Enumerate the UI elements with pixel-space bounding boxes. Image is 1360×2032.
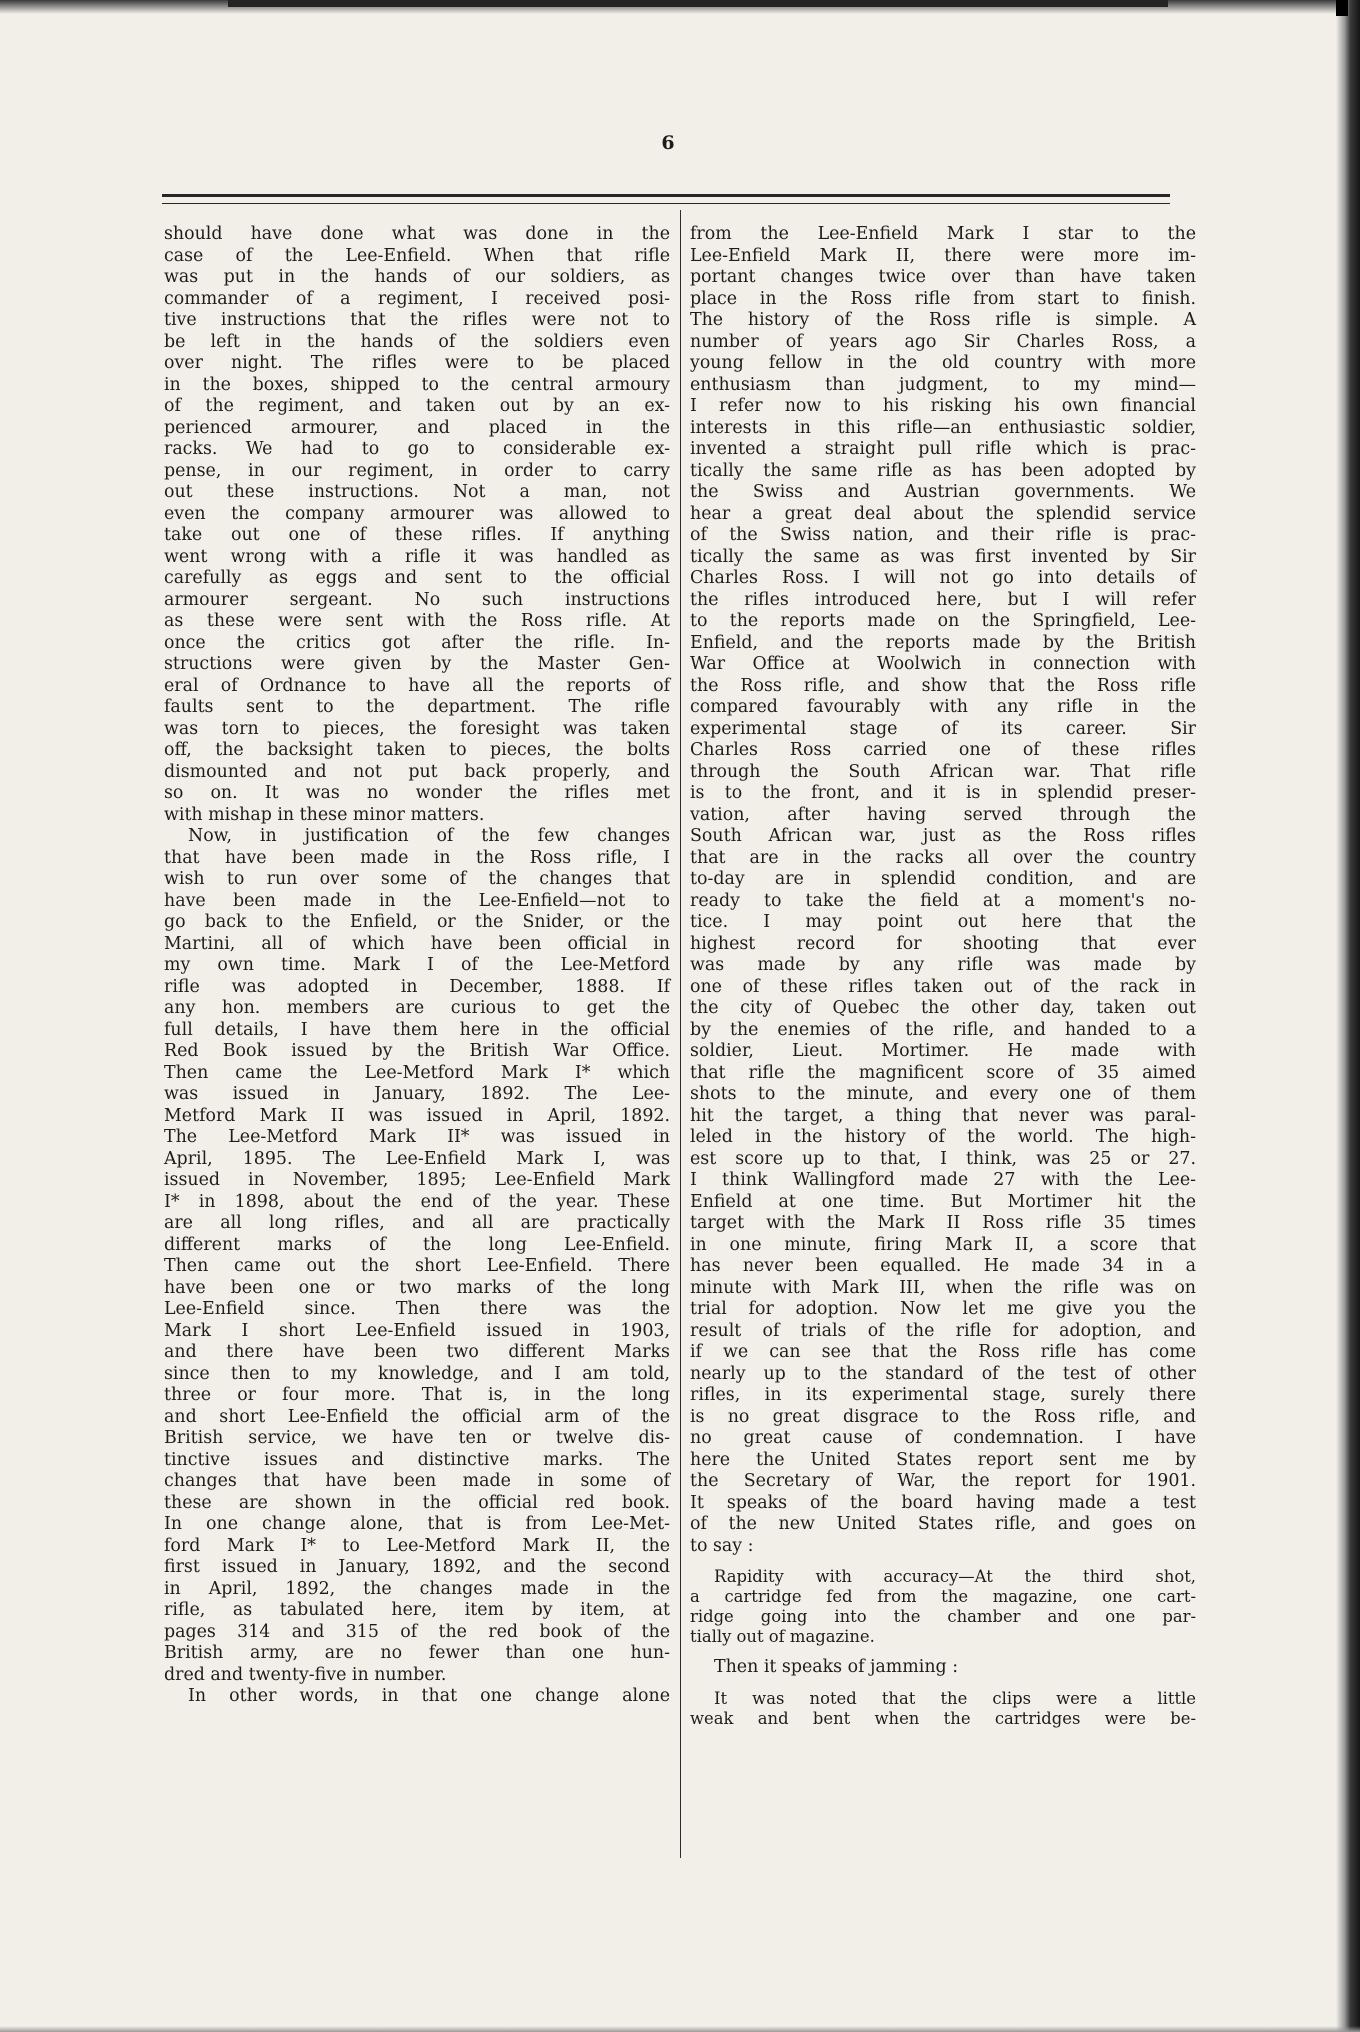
text-line: Then it speaks of jamming : <box>714 1657 959 1677</box>
text-line: as these were sent with the Ross rifle. At <box>164 611 670 631</box>
text-line: are all long rifles, and all are practically <box>164 1213 670 1233</box>
text-line: leled in the history of the world. The high- <box>690 1127 1196 1147</box>
text-line: that rifle the magnificent score of 35 aimed <box>690 1062 1196 1083</box>
text-line: In one change alone, that is from Lee-Met- <box>164 1514 670 1534</box>
text-line: Mark I short Lee-Enfield issued in 1903, <box>164 1320 670 1341</box>
text-line: three or four more. That is, in the long <box>164 1385 670 1405</box>
text-line: off, the backsight taken to pieces, the bolts <box>164 740 670 760</box>
text-line: perienced armourer, and placed in the <box>164 417 670 438</box>
text-line: Red Book issued by the British War Office. <box>164 1041 670 1061</box>
text-line: War Office at Woolwich in connection with <box>690 654 1196 674</box>
text-line: should have done what was done in the <box>164 224 670 244</box>
text-line: tically the same as was first invented by Sir <box>690 546 1196 567</box>
text-line: is to the front, and it is in splendid preser- <box>690 783 1196 803</box>
text-line: if we can see that the Ross rifle has come <box>690 1342 1196 1362</box>
text-line: soldier, Lieut. Mortimer. He made with <box>690 1041 1196 1061</box>
text-line: Lee-Enfield Mark II, there were more im- <box>690 245 1196 266</box>
text-line: first issued in January, 1892, and the second <box>164 1557 670 1577</box>
text-line: rifle was adopted in December, 1888. If <box>164 976 670 997</box>
text-line: of the Swiss nation, and their rifle is prac- <box>690 525 1196 545</box>
text-line: highest record for shooting that ever <box>690 933 1196 954</box>
text-line: shots to the minute, and every one of them <box>690 1084 1196 1104</box>
text-line: take out one of these rifles. If anything <box>164 525 670 545</box>
page-number: 6 <box>661 132 675 154</box>
text-line: armourer sergeant. No such instructions <box>164 589 670 610</box>
text-line: is no great disgrace to the Ross rifle, and <box>690 1406 1196 1427</box>
text-line: one of these rifles taken out of the rack in <box>690 976 1196 997</box>
text-line: different marks of the long Lee-Enfield. <box>164 1234 670 1255</box>
text-line: British service, we have ten or twelve dis- <box>164 1428 670 1448</box>
text-line: tive instructions that the rifles were not to <box>164 310 670 330</box>
paragraph-gap <box>690 1647 1196 1657</box>
text-line: dismounted and not put back properly, and <box>164 761 670 782</box>
text-line: was issued in January, 1892. The Lee- <box>164 1084 670 1104</box>
text-line: Metford Mark II was issued in April, 1892. <box>164 1105 670 1126</box>
text-line: tinctive issues and distinctive marks. The <box>164 1449 670 1470</box>
text-line: dred and twenty-five in number. <box>164 1664 447 1685</box>
text-line: Charles Ross carried one of these rifles <box>690 740 1196 760</box>
text-line: that are in the racks all over the country <box>690 847 1196 868</box>
text-line: in one minute, firing Mark II, a score that <box>690 1234 1196 1255</box>
text-line: in the boxes, shipped to the central armoury <box>164 374 670 395</box>
text-line: tially out of magazine. <box>690 1627 875 1646</box>
text-line: went wrong with a rifle it was handled as <box>164 546 670 567</box>
text-line: have been one or two marks of the long <box>164 1277 670 1298</box>
text-line: rifle, as tabulated here, item by item, at <box>164 1600 670 1620</box>
text-line: have been made in the Lee-Enfield—not to <box>164 890 670 911</box>
text-line: tically the same rifle as has been adopted by <box>690 460 1196 481</box>
text-line: South African war, just as the Ross rifles <box>690 826 1196 846</box>
text-line: of the regiment, and taken out by an ex- <box>164 396 670 416</box>
scan-corner-mark <box>1336 0 1348 16</box>
text-line: It was noted that the clips were a little <box>714 1688 1196 1708</box>
text-line: weak and bent when the cartridges were be- <box>690 1708 1196 1728</box>
scan-right-shadow <box>1336 0 1360 2032</box>
scan-bottom-shadow <box>0 2026 1360 2032</box>
text-line: Rapidity with accuracy—At the third shot, <box>714 1567 1196 1586</box>
text-line: invented a straight pull rifle which is prac- <box>690 439 1196 459</box>
text-line: Then came out the short Lee-Enfield. There <box>164 1256 670 1276</box>
text-line: was torn to pieces, the foresight was taken <box>164 718 670 739</box>
text-line: place in the Ross rifle from start to finish. <box>690 288 1196 309</box>
text-line: was made by any rifle was made by <box>690 955 1196 975</box>
text-line: ready to take the field at a moment's no- <box>690 890 1196 911</box>
text-line: the rifles introduced here, but I will refer <box>690 589 1196 610</box>
text-line: to-day are in splendid condition, and are <box>690 869 1196 889</box>
left-column <box>164 224 670 1708</box>
column-divider <box>680 210 681 1858</box>
text-line: Lee-Enfield since. Then there was the <box>164 1299 670 1319</box>
text-line: ridge going into the chamber and one par- <box>690 1607 1196 1626</box>
text-line: vation, after having served through the <box>690 804 1196 825</box>
text-line: over night. The rifles were to be placed <box>164 353 670 373</box>
text-line: the Secretary of War, the report for 1901. <box>690 1471 1196 1491</box>
text-line: tice. I may point out here that the <box>690 912 1196 932</box>
text-line: compared favourably with any rifle in the <box>690 697 1196 717</box>
text-line: case of the Lee-Enfield. When that rifle <box>164 245 670 266</box>
text-line: eral of Ordnance to have all the reports of <box>164 675 670 696</box>
text-line: go back to the Enfield, or the Snider, or the <box>164 912 670 932</box>
text-line: the Ross rifle, and show that the Ross rifle <box>690 675 1196 696</box>
text-line: these are shown in the official red book. <box>164 1492 670 1513</box>
text-line: and short Lee-Enfield the official arm of the <box>164 1406 670 1427</box>
text-line: result of trials of the rifle for adoption, and <box>690 1320 1196 1341</box>
text-line: has never been equalled. He made 34 in a <box>690 1256 1196 1276</box>
text-line: It speaks of the board having made a test <box>690 1492 1196 1513</box>
text-line: Charles Ross. I will not go into details of <box>690 568 1196 588</box>
text-line: since then to my knowledge, and I am told, <box>164 1363 670 1384</box>
text-line: racks. We had to go to considerable ex- <box>164 439 670 459</box>
text-line: by the enemies of the rifle, and handed to a <box>690 1019 1196 1040</box>
text-line: est score up to that, I think, was 25 or 27. <box>690 1148 1196 1169</box>
text-line: here the United States report sent me by <box>690 1449 1196 1470</box>
header-rule <box>162 194 1170 204</box>
text-line: to the reports made on the Springfield, Lee- <box>690 611 1196 631</box>
text-line: once the critics got after the rifle. In- <box>164 632 670 653</box>
text-line: a cartridge fed from the magazine, one cart- <box>690 1587 1196 1606</box>
text-line: I* in 1898, about the end of the year. These <box>164 1191 670 1212</box>
text-line: trial for adoption. Now let me give you the <box>690 1299 1196 1319</box>
text-line: target with the Mark II Ross rifle 35 times <box>690 1213 1196 1233</box>
text-line: pense, in our regiment, in order to carry <box>164 460 670 481</box>
right-column <box>690 224 1196 1729</box>
text-line: I refer now to his risking his own financial <box>690 396 1196 416</box>
text-line: The history of the Ross rifle is simple. A <box>690 310 1196 330</box>
text-line: carefully as eggs and sent to the official <box>164 568 670 588</box>
text-line: to say : <box>690 1535 754 1556</box>
text-line: commander of a regiment, I received posi- <box>164 288 670 309</box>
text-line: so on. It was no wonder the rifles met <box>164 783 670 803</box>
text-line: Martini, all of which have been official in <box>164 933 670 954</box>
text-line: Now, in justification of the few changes <box>188 826 670 846</box>
text-line: portant changes twice over than have taken <box>690 267 1196 287</box>
text-line: the city of Quebec the other day, taken out <box>690 998 1196 1018</box>
text-line: issued in November, 1895; Lee-Enfield Mark <box>164 1170 670 1190</box>
text-line: in April, 1892, the changes made in the <box>164 1578 670 1599</box>
text-line: Enfield, and the reports made by the British <box>690 632 1196 653</box>
text-line: ford Mark I* to Lee-Metford Mark II, the <box>164 1535 670 1556</box>
text-line: faults sent to the department. The rifle <box>164 697 670 717</box>
text-line: Enfield at one time. But Mortimer hit the <box>690 1191 1196 1212</box>
text-line: British army, are no fewer than one hun- <box>164 1643 670 1663</box>
paragraph-gap <box>690 1557 1196 1567</box>
text-line: pages 314 and 315 of the red book of the <box>164 1621 670 1642</box>
text-line: enthusiasm than judgment, to my mind— <box>690 374 1196 395</box>
text-line: even the company armourer was allowed to <box>164 503 670 524</box>
text-line: young fellow in the old country with more <box>690 353 1196 373</box>
paragraph-gap <box>690 1679 1196 1689</box>
text-line: In other words, in that one change alone <box>188 1686 670 1706</box>
scan-top-dark-strip <box>228 0 1168 7</box>
text-line: and there have been two different Marks <box>164 1342 670 1362</box>
text-line: of the new United States rifle, and goes on <box>690 1514 1196 1534</box>
text-line: number of years ago Sir Charles Ross, a <box>690 331 1196 352</box>
text-line: Then came the Lee-Metford Mark I* which <box>164 1062 670 1083</box>
text-line: out these instructions. Not a man, not <box>164 482 670 502</box>
text-line: minute with Mark III, when the rifle was on <box>690 1277 1196 1298</box>
text-line: from the Lee-Enfield Mark I star to the <box>690 224 1196 244</box>
text-line: be left in the hands of the soldiers even <box>164 331 670 352</box>
text-line: structions were given by the Master Gen- <box>164 654 670 674</box>
text-line: no great cause of condemnation. I have <box>690 1428 1196 1448</box>
text-line: changes that have been made in some of <box>164 1471 670 1491</box>
text-line: April, 1895. The Lee-Enfield Mark I, was <box>164 1148 670 1169</box>
text-line: experimental stage of its career. Sir <box>690 718 1196 739</box>
text-line: full details, I have them here in the official <box>164 1019 670 1040</box>
text-line: through the South African war. That rifle <box>690 761 1196 782</box>
text-line: was put in the hands of our soldiers, as <box>164 267 670 287</box>
text-line: my own time. Mark I of the Lee-Metford <box>164 955 670 975</box>
text-line: The Lee-Metford Mark II* was issued in <box>164 1127 670 1147</box>
text-line: hear a great deal about the splendid service <box>690 503 1196 524</box>
text-line: interests in this rifle—an enthusiastic soldier, <box>690 417 1196 438</box>
text-line: hit the target, a thing that never was paral- <box>690 1105 1196 1126</box>
text-line: with mishap in these minor matters. <box>164 804 485 825</box>
text-line: nearly up to the standard of the test of other <box>690 1363 1196 1384</box>
text-line: rifles, in its experimental stage, surely there <box>690 1385 1196 1405</box>
text-line: any hon. members are curious to get the <box>164 998 670 1018</box>
text-line: wish to run over some of the changes that <box>164 869 670 889</box>
text-line: I think Wallingford made 27 with the Lee- <box>690 1170 1196 1190</box>
text-line: the Swiss and Austrian governments. We <box>690 482 1196 502</box>
text-line: that have been made in the Ross rifle, I <box>164 847 670 868</box>
